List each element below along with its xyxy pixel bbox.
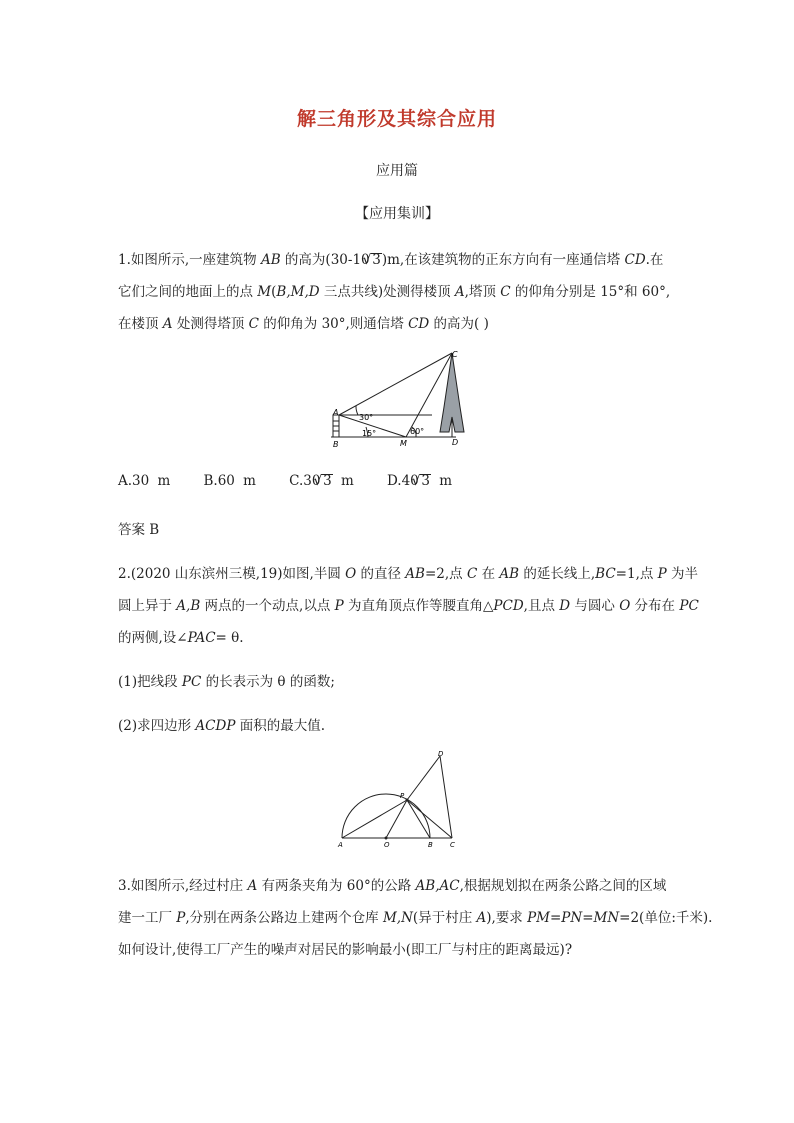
q2-line-2: 圆上异于 A,B 两点的一个动点,以点 P 为直角顶点作等腰直角△PCD,且点 D 与圆心 O 分布在 PC: [118, 598, 699, 614]
q2-part-1: (1)把线段 PC 的长表示为 θ 的函数;: [118, 674, 335, 690]
q2-line-3: 的两侧,设∠PAC= θ.: [118, 630, 244, 646]
label-P: P: [400, 792, 405, 800]
label-B: B: [428, 841, 433, 849]
label-M: M: [400, 439, 407, 448]
label-C: C: [450, 841, 455, 849]
page-subtitle: 应用篇: [376, 163, 418, 179]
label-A: A: [333, 408, 339, 417]
label-D: D: [452, 438, 459, 447]
label-D: D: [438, 750, 444, 758]
q2-figure: [334, 750, 464, 850]
q1-line-1: 1.如图所示,一座建筑物 AB 的高为(30-10√ 3)m,在该建筑物的正东方向有一座通信塔 CD.在: [118, 248, 663, 268]
option-b: B.60 m: [203, 473, 256, 489]
angle-15: 15°: [362, 429, 377, 438]
option-a: A.30 m: [118, 473, 171, 489]
q1-answer: 答案 B: [118, 522, 160, 538]
label-O: O: [384, 841, 390, 849]
q3-line-1: 3.如图所示,经过村庄 A 有两条夹角为 60°的公路 AB,AC,根据规划拟在两条公路之间的区域: [118, 878, 667, 894]
section-heading: 【应用集训】: [355, 206, 439, 222]
q1-line-3: 在楼顶 A 处测得塔顶 C 的仰角为 30°,则通信塔 CD 的高为( ): [118, 316, 489, 332]
page-title: 解三角形及其综合应用: [296, 108, 497, 130]
q2-line-1: 2.(2020 山东滨州三模,19)如图,半圆 O 的直径 AB=2,点 C 在 AB 的延长线上,BC=1,点 P 为半: [118, 566, 699, 582]
label-C: C: [452, 350, 458, 359]
q1-options: [118, 473, 452, 489]
sqrt-3: √ 3: [371, 253, 382, 267]
angle-30: 30°: [359, 413, 374, 422]
option-d: D.40√ 3 m: [387, 473, 452, 489]
q1-figure: [328, 345, 468, 450]
q3-line-3: 如何设计,使得工厂产生的噪声对居民的影响最小(即工厂与村庄的距离最远)?: [118, 942, 573, 958]
option-c: C.30√ 3 m: [289, 473, 354, 489]
q2-part-2: (2)求四边形 ACDP 面积的最大值.: [118, 718, 326, 734]
angle-60: 60°: [410, 427, 425, 436]
q1-line-2: 它们之间的地面上的点 M(B,M,D 三点共线)处测得楼顶 A,塔顶 C 的仰角分别是 15°和 60°,: [118, 284, 671, 300]
label-B: B: [333, 440, 339, 449]
q3-line-2: 建一工厂 P,分别在两条公路边上建两个仓库 M,N(异于村庄 A),要求 PM=PN=MN=2(单位:千米).: [118, 910, 713, 926]
label-A: A: [338, 841, 343, 849]
